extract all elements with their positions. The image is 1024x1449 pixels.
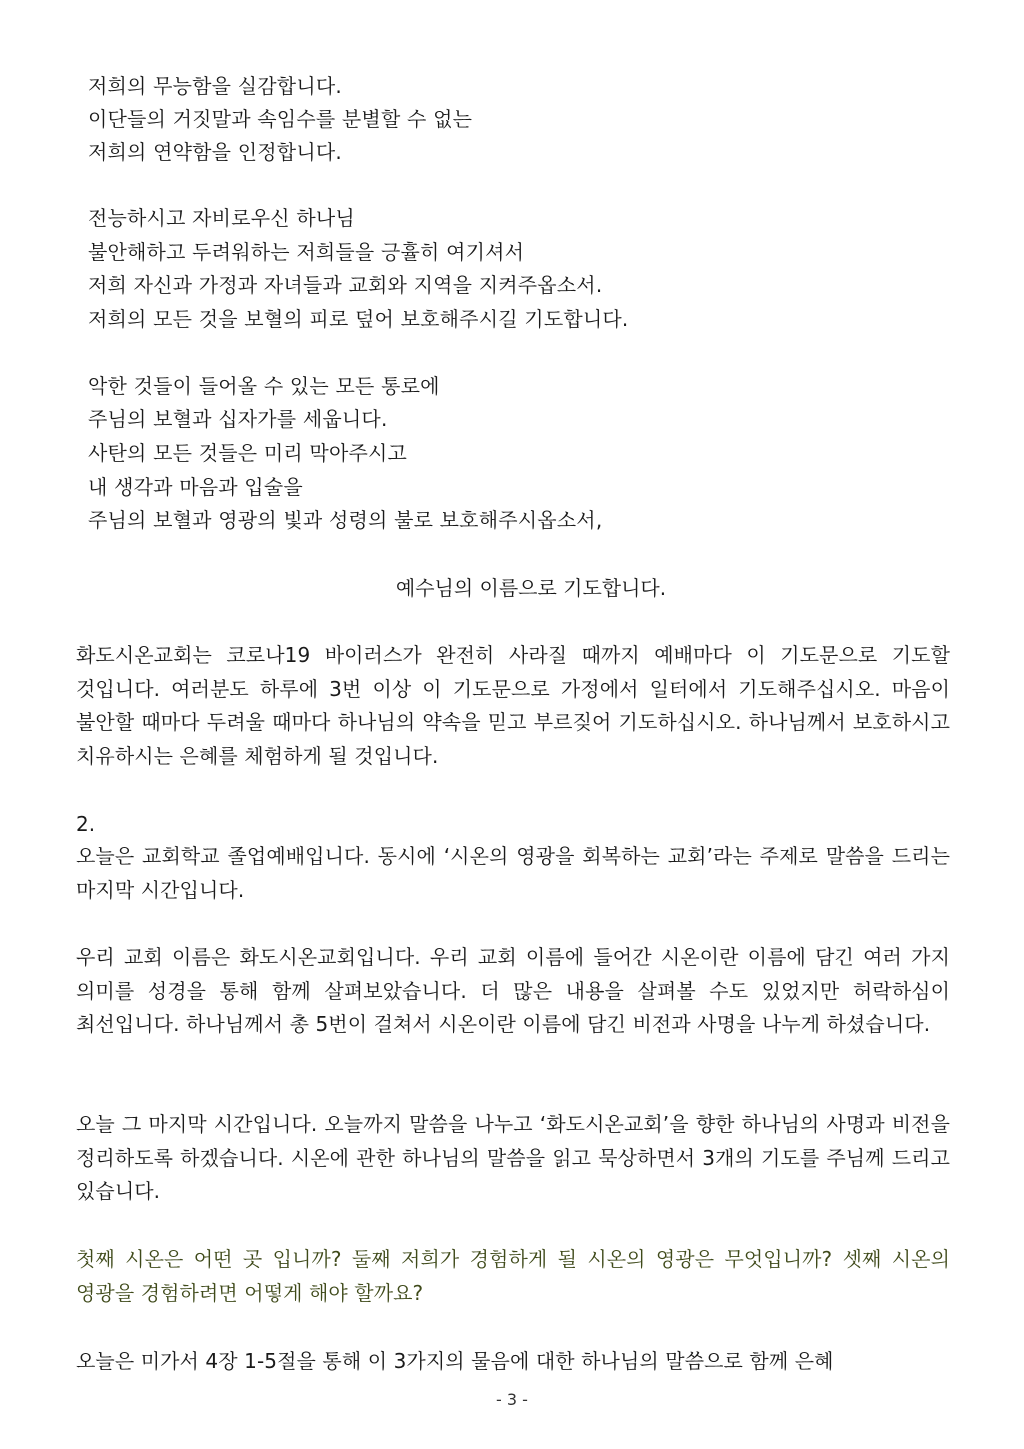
graduation-paragraph: 오늘은 교회학교 졸업예배입니다. 동시에 ‘시온의 영광을 회복하는 교회’라는 주제로 말씀을 드리는 마지막 시간입니다. (76, 844, 950, 902)
prayer-line: 불안해하고 두려워하는 저희들을 긍휼히 여기셔서 (88, 240, 525, 264)
prayer-line: 저희의 연약함을 인정합니다. (88, 140, 342, 164)
prayer-line: 저희 자신과 가정과 자녀들과 교회와 지역을 지켜주옵소서. (88, 273, 603, 297)
notice-paragraph: 화도시온교회는 코로나19 바이러스가 완전히 사라질 때까지 예배마다 이 기도문으로 기도할 것입니다. 여러분도 하루에 3번 이상 이 기도문으로 가정에서 일터에서 기도해주십시오. 마음이 불안할 때마다 두려울 때마다 하나님의 약속을 믿고 부르짖어 기도하십시오. 하나님께서 보호하시고 치유하시는 은혜를 체험하게 될 것입니다. (76, 643, 950, 768)
prayer-line: 주님의 보혈과 십자가를 세웁니다. (88, 407, 388, 431)
prayer-line: 저희의 무능함을 실감합니다. (88, 74, 342, 98)
micah-paragraph: 오늘은 미가서 4장 1-5절을 통해 이 3가지의 물음에 대한 하나님의 말씀으로 함께 은혜 (76, 1349, 834, 1373)
last-time-paragraph: 오늘 그 마지막 시간입니다. 오늘까지 말씀을 나누고 ‘화도시온교회’을 향한 하나님의 사명과 비전을 정리하도록 하겠습니다. 시온에 관한 하나님의 말씀을 읽고 묵상하면서 3개의 기도를 주님께 드리고 있습니다. (76, 1112, 950, 1204)
prayer-line: 주님의 보혈과 영광의 빛과 성령의 불로 보호해주시옵소서, (88, 508, 603, 532)
prayer-line: 전능하시고 자비로우신 하나님 (88, 206, 355, 230)
page-number: - 3 - (496, 1390, 528, 1409)
church-name-paragraph: 우리 교회 이름은 화도시온교회입니다. 우리 교회 이름에 들어간 시온이란 이름에 담긴 여러 가지 의미를 성경을 통해 함께 살펴보았습니다. 더 많은 내용을 살펴볼 수도 있었지만 허락하심이 최선입니다. 하나님께서 총 5번이 걸쳐서 시온이란 이름에 담긴 비전과 사명을 나누게 하셨습니다. (76, 945, 950, 1037)
prayer-line: 악한 것들이 들어올 수 있는 모든 통로에 (88, 374, 440, 398)
prayer-line: 내 생각과 마음과 입술을 (88, 475, 303, 499)
prayer-line: 사탄의 모든 것들은 미리 막아주시고 (88, 441, 408, 465)
prayer-closing: 예수님의 이름으로 기도합니다. (395, 576, 667, 600)
prayer-line: 이단들의 거짓말과 속임수를 분별할 수 없는 (88, 107, 473, 131)
section-number: 2. (76, 812, 96, 836)
prayer-line: 저희의 모든 것을 보혈의 피로 덮어 보호해주시길 기도합니다. (88, 307, 629, 331)
questions-paragraph: 첫째 시온은 어떤 곳 입니까? 둘째 저희가 경험하게 될 시온의 영광은 무엇입니까? 셋째 시온의 영광을 경험하려면 어떻게 해야 할까요? (76, 1247, 950, 1305)
